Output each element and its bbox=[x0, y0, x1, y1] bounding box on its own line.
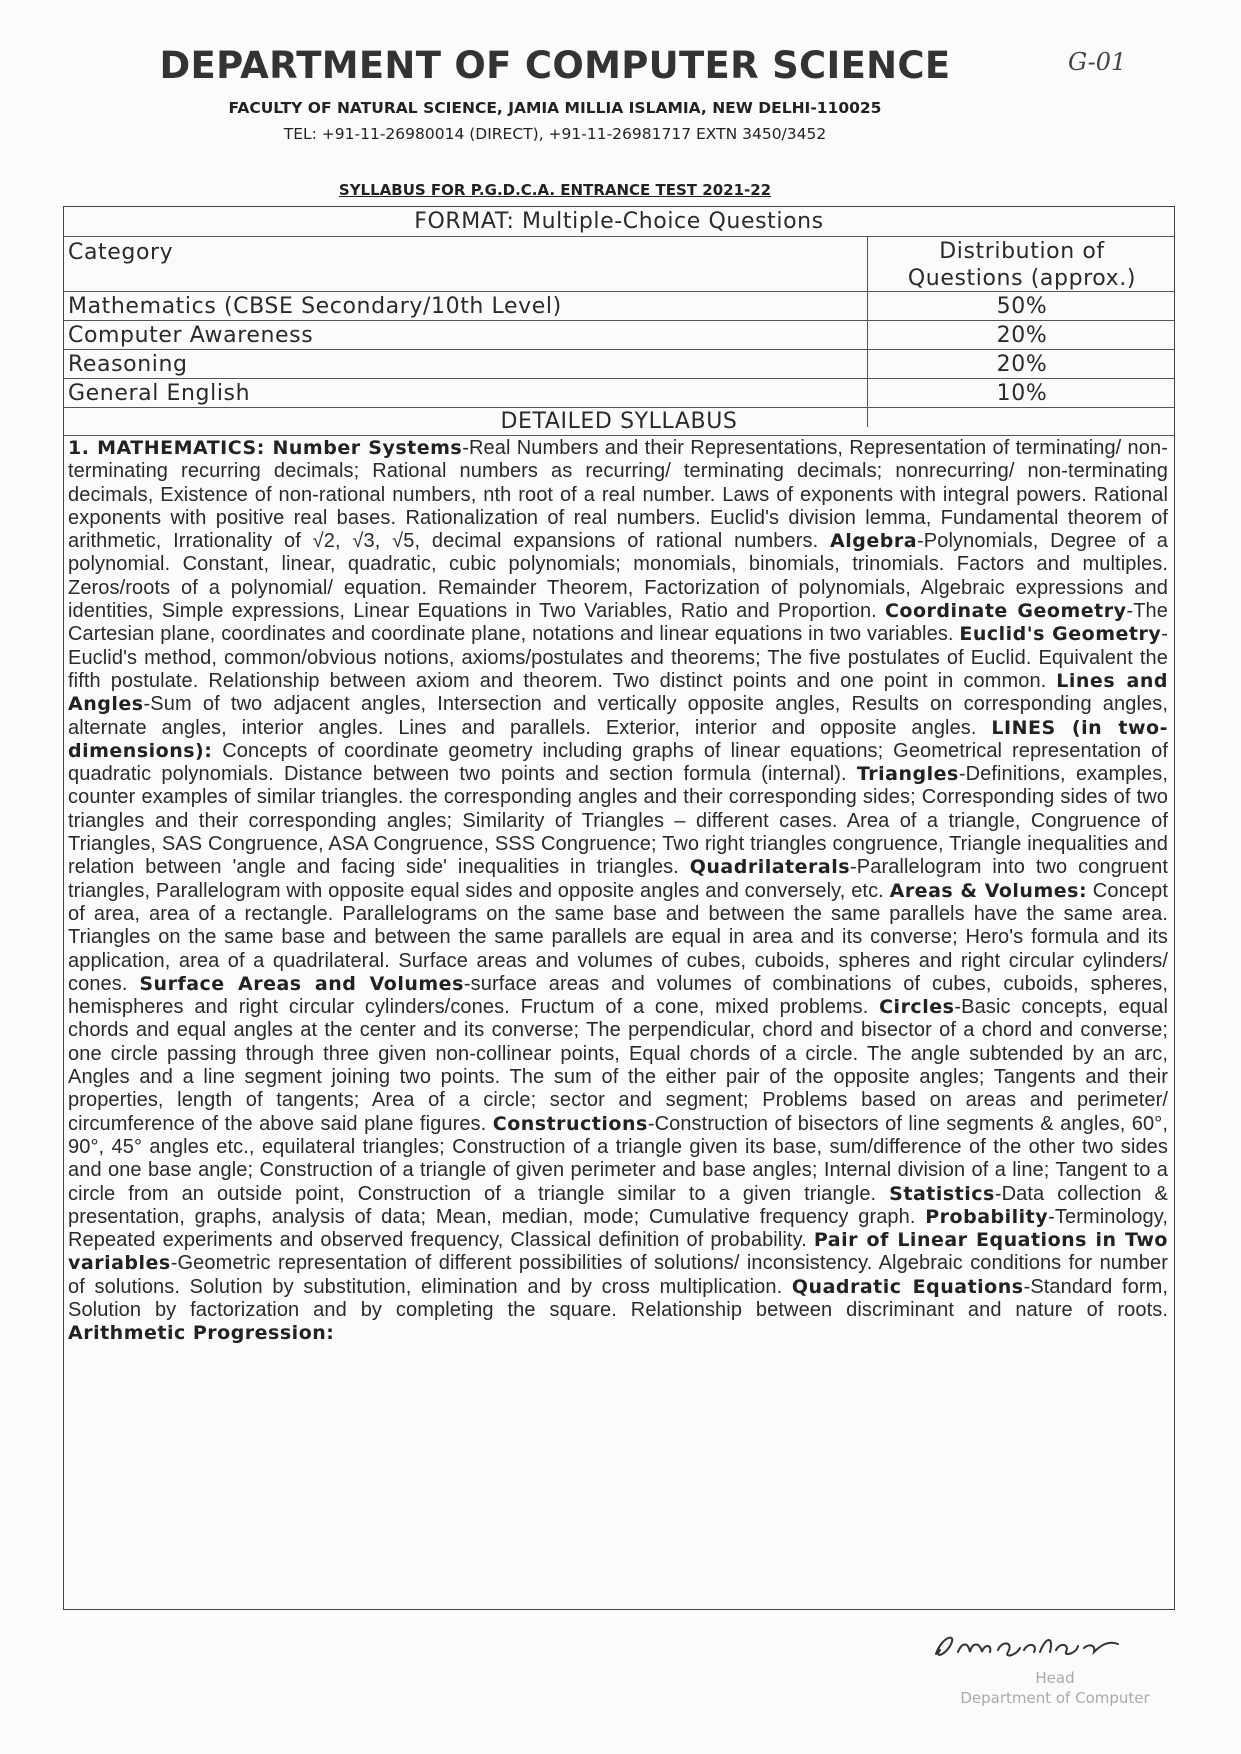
distribution-header-line1: Distribution of bbox=[939, 239, 1105, 264]
faculty-address: FACULTY OF NATURAL SCIENCE, JAMIA MILLIA ISLAMIA, NEW DELHI-110025 bbox=[228, 99, 882, 117]
topic-heading: Coordinate Geometry bbox=[884, 600, 1127, 623]
topic-heading: LINES (in two-dimensions): bbox=[68, 716, 1168, 762]
stamp-department: Department of Computer bbox=[960, 1689, 1150, 1707]
category-cell: General English bbox=[68, 381, 251, 406]
topic-description: -The Cartesian plane, coordinates and coordinate plane, notations and linear equations in two variables. bbox=[68, 600, 1168, 646]
topic-heading: 1. MATHEMATICS: Number Systems bbox=[68, 437, 463, 459]
handwritten-code: G-01 bbox=[1068, 48, 1127, 76]
syllabus-title: SYLLABUS FOR P.G.D.C.A. ENTRANCE TEST 2021-22 bbox=[338, 181, 772, 199]
format-header-row bbox=[64, 237, 1174, 292]
format-row bbox=[64, 350, 1174, 379]
topic-description: -Terminology, Repeated experiments and observed frequency, Classical definition of probability. bbox=[68, 1205, 1168, 1252]
topic-heading: Circles bbox=[879, 996, 955, 1019]
category-cell: Reasoning bbox=[68, 352, 188, 377]
signature-mark bbox=[928, 1626, 1148, 1666]
syllabus-frame bbox=[63, 206, 1175, 1610]
distribution-header bbox=[870, 238, 1174, 292]
category-cell: Mathematics (CBSE Secondary/10th Level) bbox=[68, 294, 562, 319]
format-row bbox=[64, 321, 1174, 350]
stamp-head: Head bbox=[1035, 1669, 1075, 1687]
share-cell: 20% bbox=[996, 352, 1048, 377]
topic-description: -Euclid's method, common/obvious notions, axioms/postulates and theorems; The five postulates of Euclid. Equivalent the fifth postulate. Relationship between axiom and theorem. Two distinct points and one point in common. bbox=[68, 623, 1168, 692]
topic-description: -Sum of two adjacent angles, Intersection and vertically opposite angles, Results on corresponding angles, alternate angles, interior angles. Lines and parallels. Exterior, interior and opposite angles. bbox=[68, 693, 1168, 739]
topic-description: -Polynomials, Degree of a polynomial. Constant, linear, quadratic, cubic polynomials; monomials, binomials, trinomials. Factors and multiples. Zeros/roots of a polynomial/ equation. Remainder Theorem, Factorization of polynomials, Algebraic expressions and identities, Simple expressions, Linear Equations in Two Variables, Ratio and Proportion. bbox=[68, 530, 1168, 623]
topic-description: -Data collection & presentation, graphs, analysis of data; Mean, median, mode; Cumulative frequency graph. bbox=[68, 1182, 1168, 1228]
topic-heading: Arithmetic Progression: bbox=[68, 1322, 335, 1345]
topic-heading: Areas & Volumes: bbox=[889, 879, 1088, 902]
department-stamp bbox=[940, 1668, 1170, 1708]
format-row bbox=[64, 292, 1174, 321]
letterhead bbox=[0, 42, 1110, 144]
category-header: Category bbox=[68, 240, 174, 265]
topic-description: -Definitions, examples, counter examples of similar triangles. the corresponding angles and their corresponding sides; Corresponding sides of two triangles and their corresponding angles; Similarity of Triangles – different cases. Area of a triangle, Congruence of Triangles, SAS Congruence, ASA Congruence, SSS Congruence; Two right triangles congruence, Triangle inequalities and relation between 'angle and facing side' inequalities in triangles. bbox=[68, 763, 1168, 879]
mathematics-syllabus-text bbox=[68, 437, 1168, 1603]
topic-heading: Constructions bbox=[492, 1112, 648, 1135]
format-title-row bbox=[64, 207, 1174, 237]
department-name: DEPARTMENT OF COMPUTER SCIENCE bbox=[159, 44, 951, 87]
topic-description: Concept of area, area of a rectangle. Parallelograms on the same base and between the same parallels have the same area. Triangles on the same base and between the same parallels are equal in area and its converse; Hero's formula and its application, area of a quadrilateral. Surface areas and volumes of cubes, cuboids, spheres and right circular cylinders/ cones. bbox=[68, 879, 1168, 995]
topic-description: -Parallelogram into two congruent triangles, Parallelogram with opposite equal sides and opposite angles and conversely, etc. bbox=[68, 856, 1168, 902]
topic-heading: Triangles bbox=[856, 763, 959, 786]
telephone-line: TEL: +91-11-26980014 (DIRECT), +91-11-26981717 EXTN 3450/3452 bbox=[283, 125, 827, 143]
topic-heading: Quadrilaterals bbox=[689, 856, 851, 879]
topic-description: -Standard form, Solution by factorization and by completing the square. Relationship between discriminant and nature of roots. bbox=[68, 1275, 1168, 1321]
format-row bbox=[64, 379, 1174, 408]
topic-heading: Quadratic Equations bbox=[791, 1275, 1024, 1298]
topic-heading: Lines and Angles bbox=[68, 669, 1168, 716]
topic-heading: Surface Areas and Volumes bbox=[139, 972, 464, 995]
share-cell: 20% bbox=[996, 323, 1048, 348]
distribution-header-line2: Questions (approx.) bbox=[907, 266, 1137, 291]
topic-heading: Euclid's Geometry bbox=[959, 623, 1162, 646]
topic-heading: Algebra bbox=[830, 530, 918, 553]
detailed-syllabus-title-row bbox=[64, 408, 1174, 436]
topic-description: -Construction of bisectors of line segments & angles, 60°, 90°, 45° angles etc., equilateral triangles; Construction of a triangle given its base, sum/difference of the other two sides and one base angle; Construction of a triangle of given perimeter and base angles; Internal division of a line; Tangent to a circle from an outside point, Construction of a triangle similar to a given triangle. bbox=[68, 1112, 1168, 1205]
topic-description: -surface areas and volumes of combinations of cubes, cuboids, spheres, hemispheres and right circular cylinders/cones. Fructum of a cone, mixed problems. bbox=[68, 972, 1168, 1019]
format-title: FORMAT: Multiple-Choice Questions bbox=[414, 209, 824, 234]
topic-description: -Basic concepts, equal chords and equal angles at the center and its converse; The perpendicular, chord and bisector of a chord and converse; one circle passing through three given non-collinear points, Equal chords of a circle. The angle subtended by an arc, Angles and a line segment joining two points. The sum of the either pair of the opposite angles; Tangents and their properties, length of tangents; Area of a circle; sector and segment; Problems based on areas and perimeter/ circumference of the above said plane figures. bbox=[68, 996, 1168, 1135]
topic-heading: Probability bbox=[925, 1205, 1049, 1228]
share-cell: 10% bbox=[996, 381, 1048, 406]
topic-heading: Statistics bbox=[889, 1182, 995, 1205]
category-cell: Computer Awareness bbox=[68, 323, 314, 348]
detailed-syllabus-title: DETAILED SYLLABUS bbox=[500, 409, 738, 434]
topic-description: -Real Numbers and their Representations, Representation of terminating/ non-terminating recurring decimals; Rational numbers as recurring/ terminating decimals; nonrecurring/ non-terminating decimals, Existence of non-rational numbers, nth root of a real number. Laws of exponents with integral powers. Rational exponents with positive real bases. Rationalization of real numbers. Euclid's division lemma, Fundamental theorem of arithmetic, Irrationality of √2, √3, √5, decimal expansions of rational numbers. bbox=[68, 437, 1168, 553]
table-column-divider bbox=[867, 237, 868, 427]
topic-description: Concepts of coordinate geometry including graphs of linear equations; Geometrical representation of quadratic polynomials. Distance between two points and section formula (internal). bbox=[68, 739, 1168, 786]
topic-heading: Pair of Linear Equations in Two variables bbox=[68, 1229, 1168, 1275]
topic-description: -Geometric representation of different possibilities of solutions/ inconsistency. Algebraic conditions for number of solutions. Solution by substitution, elimination and by cross multiplication. bbox=[68, 1252, 1168, 1298]
share-cell: 50% bbox=[996, 294, 1048, 319]
